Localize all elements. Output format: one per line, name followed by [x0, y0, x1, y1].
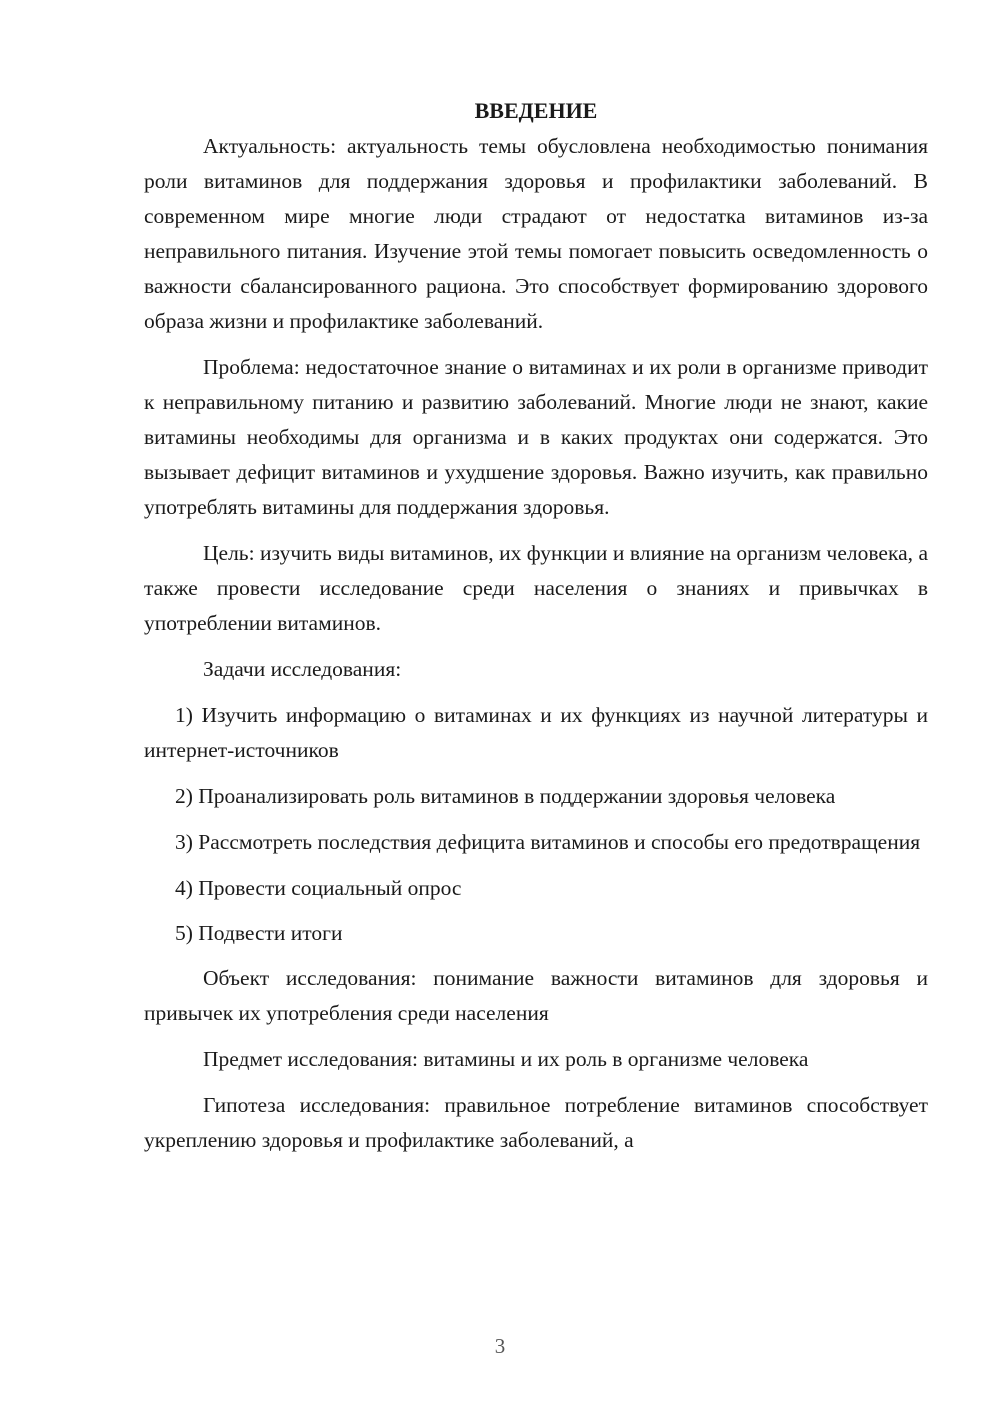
paragraph-hypothesis: Гипотеза исследования: правильное потребление витаминов способствует укреплению здоровья и профилактике заболеваний, а	[144, 1093, 928, 1152]
paragraph-problem: Проблема: недостаточное знание о витаминах и их роли в организме приводит к неправильному питанию и развитию заболеваний. Многие люди не знают, какие витамины необходимы для организма и в каких продуктах они содержатся. Это вызывает дефицит витаминов и ухудшение здоровья. Важно изучить, как правильно употреблять витамины для поддержания здоровья.	[144, 355, 928, 519]
paragraph-tasks-heading: Задачи исследования:	[203, 657, 402, 681]
paragraph-subject: Предмет исследования: витамины и их роль в организме человека	[203, 1047, 809, 1071]
paragraph-goal: Цель: изучить виды витаминов, их функции и влияние на организм человека, а также провести исследование среди населения о знаниях и привычках в употреблении витаминов.	[144, 541, 928, 635]
task-item-1: 1) Изучить информацию о витаминах и их функциях из научной литературы и интернет-источников	[144, 703, 928, 762]
task-item-2: 2) Проанализировать роль витаминов в поддержании здоровья человека	[175, 784, 836, 808]
document-page	[144, 96, 928, 1169]
section-title: ВВЕДЕНИЕ	[474, 98, 598, 123]
paragraph-object: Объект исследования: понимание важности витаминов для здоровья и привычек их употребления среди населения	[144, 966, 928, 1025]
task-item-3: 3) Рассмотреть последствия дефицита витаминов и способы его предотвращения	[175, 830, 921, 854]
page-number: 3	[494, 1334, 506, 1358]
task-item-5: 5) Подвести итоги	[175, 921, 343, 945]
paragraph-relevance: Актуальность: актуальность темы обусловлена необходимостью понимания роли витаминов для поддержания здоровья и профилактики заболеваний. В современном мире многие люди страдают от недостатка витаминов из-за неправильного питания. Изучение этой темы помогает повысить осведомленность о важности сбалансированного рациона. Это способствует формированию здорового образа жизни и профилактике заболеваний.	[144, 134, 928, 333]
task-item-4: 4) Провести социальный опрос	[175, 876, 462, 900]
